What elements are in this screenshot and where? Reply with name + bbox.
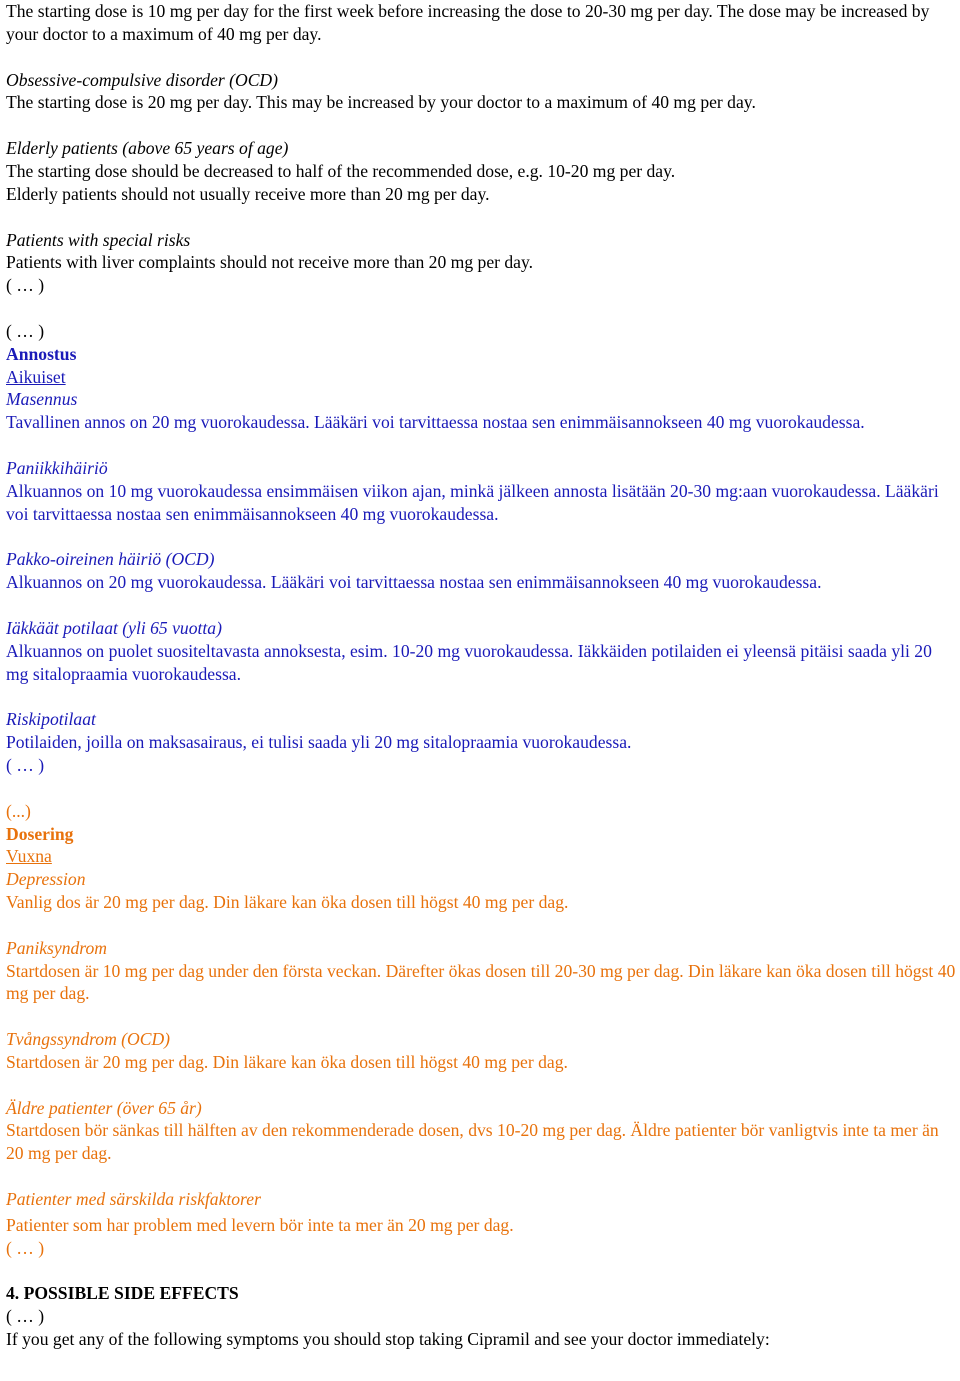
fi-ellipsis: ( … ) — [6, 754, 45, 775]
fi-panic-heading: Paniikkihäiriö — [6, 457, 108, 478]
sv-ocd-heading: Tvångssyndrom (OCD) — [6, 1029, 171, 1050]
sv-panic-text: Startdosen är 10 mg per dag under den första veckan. Därefter ökas dosen till 20-30 mg per dag. Din läkare kan öka dosen till högst 40 mg per dag. — [6, 960, 956, 1004]
sv-panic-heading: Paniksyndrom — [6, 937, 107, 958]
en-ellipsis-1: ( … ) — [6, 275, 45, 296]
fi-ocd-text: Alkuannos on 20 mg vuorokaudessa. Lääkäri voi tarvittaessa nostaa sen enimmäisannokseen 40 mg vuorokaudessa. — [6, 572, 822, 593]
side-effects-ellipsis: ( … ) — [6, 1306, 45, 1327]
sv-ellipsis-top: (...) — [6, 800, 31, 821]
sv-elderly-text: Startdosen bör sänkas till hälften av den rekommenderade dosen, dvs 10-20 mg per dag. Äldre patienter bör vanligtvis inte ta mer än 20 mg per dag. — [6, 1120, 939, 1164]
en-elderly-text-1: The starting dose should be decreased to half of the recommended dose, e.g. 10-20 mg per day. — [6, 160, 676, 181]
fi-risk-text: Potilaiden, joilla on maksasairaus, ei tulisi saada yli 20 mg sitalopraamia vuorokaudessa. — [6, 732, 632, 753]
en-ocd-heading: Obsessive-compulsive disorder (OCD) — [6, 69, 278, 90]
en-risks-text: Patients with liver complaints should not receive more than 20 mg per day. — [6, 252, 534, 273]
sv-adults: Vuxna — [6, 846, 52, 867]
fi-heading: Annostus — [6, 343, 77, 364]
sv-elderly-heading: Äldre patienter (över 65 år) — [6, 1097, 202, 1118]
fi-adults: Aikuiset — [6, 366, 66, 387]
en-ocd-text: The starting dose is 20 mg per day. This may be increased by your doctor to a maximum of 40 mg per day. — [6, 92, 756, 113]
sv-depression-heading: Depression — [6, 869, 86, 890]
side-effects-text: If you get any of the following symptoms you should stop taking Cipramil and see your doctor immediately: — [6, 1329, 770, 1350]
en-panic-intro: The starting dose is 10 mg per day for the first week before increasing the dose to 20-30 mg per day. The dose may be increased by your doctor to a maximum of 40 mg per day. — [6, 1, 930, 44]
fi-elderly-text: Alkuannos on puolet suositeltavasta annoksesta, esim. 10-20 mg vuorokaudessa. Iäkkäiden potilaiden ei yleensä pitäisi saada yli 20 mg sitalopraamia vuorokaudessa. — [6, 640, 932, 684]
en-elderly-text-2: Elderly patients should not usually receive more than 20 mg per day. — [6, 183, 490, 204]
side-effects-heading: 4. POSSIBLE SIDE EFFECTS — [6, 1283, 239, 1304]
sv-depression-text: Vanlig dos är 20 mg per dag. Din läkare kan öka dosen till högst 40 mg per dag. — [6, 891, 569, 912]
sv-ellipsis: ( … ) — [6, 1237, 45, 1258]
sv-heading: Dosering — [6, 823, 74, 844]
fi-risk-heading: Riskipotilaat — [6, 709, 96, 730]
en-risks-heading: Patients with special risks — [6, 229, 191, 250]
fi-depression-text: Tavallinen annos on 20 mg vuorokaudessa. Lääkäri voi tarvittaessa nostaa sen enimmäisannokseen 40 mg vuorokaudessa. — [6, 412, 865, 433]
sv-ocd-text: Startdosen är 20 mg per dag. Din läkare kan öka dosen till högst 40 mg per dag. — [6, 1051, 568, 1072]
fi-ocd-heading: Pakko-oireinen häiriö (OCD) — [6, 549, 215, 570]
en-ellipsis-2: ( … ) — [6, 320, 45, 341]
fi-elderly-heading: Iäkkäät potilaat (yli 65 vuotta) — [6, 617, 222, 638]
fi-panic-text: Alkuannos on 10 mg vuorokaudessa ensimmäisen viikon ajan, minkä jälkeen annosta lisätään 20-30 mg:aan vuorokaudessa. Lääkäri voi tarvittaessa nostaa sen enimmäisannokseen 40 mg vuorokaudessa. — [6, 480, 939, 524]
en-elderly-heading: Elderly patients (above 65 years of age) — [6, 138, 289, 159]
sv-risk-heading: Patienter med särskilda riskfaktorer — [6, 1189, 261, 1210]
fi-depression-heading: Masennus — [6, 389, 78, 410]
sv-risk-text: Patienter som har problem med levern bör inte ta mer än 20 mg per dag. — [6, 1214, 514, 1235]
